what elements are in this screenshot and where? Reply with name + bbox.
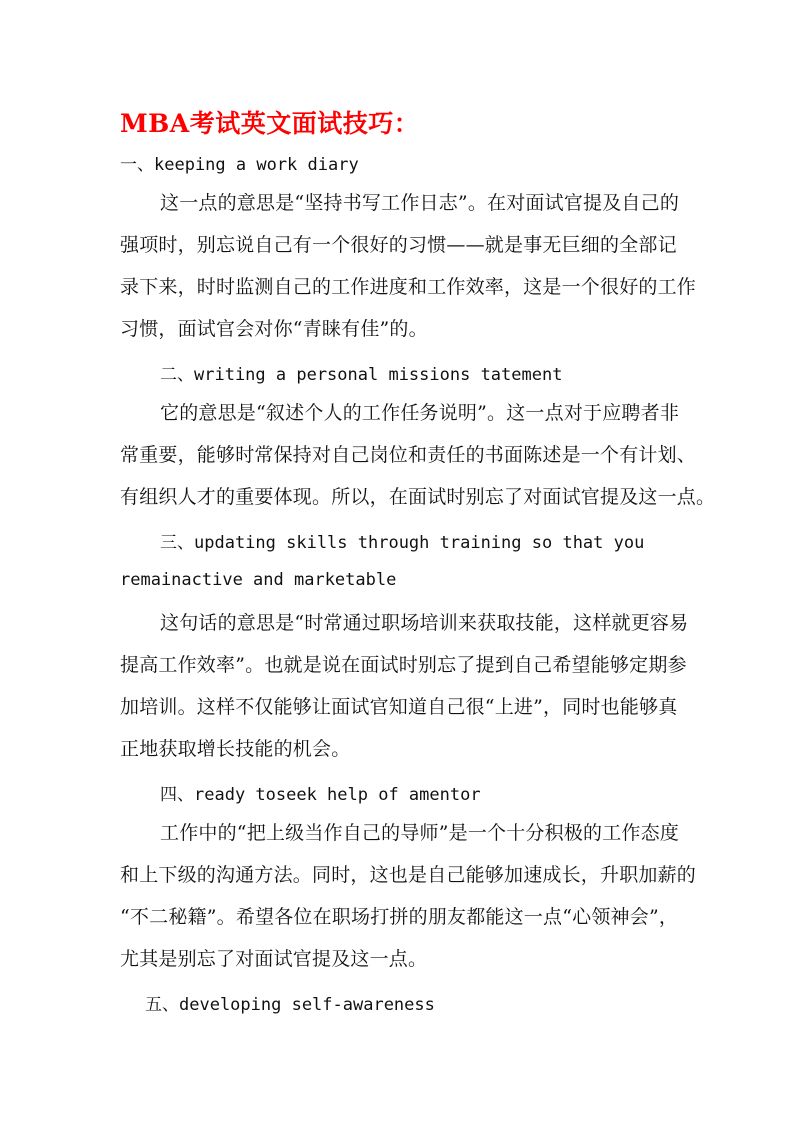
paragraph-line: 常重要，能够时常保持对自己岗位和责任的书面陈述是一个有计划、 [120, 444, 697, 466]
paragraph-line: 有组织人才的重要体现。所以，在面试时别忘了对面试官提及这一点。 [120, 486, 716, 508]
document-title: MBA考试英文面试技巧： [120, 109, 420, 138]
paragraph-line: 它的意思是“叙述个人的工作任务说明”。这一点对于应聘者非 [160, 402, 680, 424]
section-heading: 三、updating skills through training so that you [160, 533, 645, 553]
section-heading: 四、ready toseek help of amentor [160, 785, 481, 805]
paragraph-line: 尤其是别忘了对面试官提及这一点。 [120, 948, 428, 970]
section-heading: 五、developing self-awareness [145, 995, 435, 1015]
paragraph-line: 提高工作效率”。也就是说在面试时别忘了提到自己希望能够定期参 [120, 654, 687, 676]
paragraph-line: 习惯，面试官会对你“青睐有佳”的。 [120, 318, 428, 340]
paragraph-line: 正地获取增长技能的机会。 [120, 738, 351, 760]
section-heading: 二、writing a personal missions tatement [160, 365, 563, 385]
paragraph-line: 这句话的意思是“时常通过职场培训来获取技能，这样就更容易 [160, 612, 689, 634]
section-heading: 一、keeping a work diary [120, 155, 359, 175]
paragraph-line: 这一点的意思是“坚持书写工作日志”。在对面试官提及自己的 [160, 192, 680, 214]
paragraph-line: 录下来，时时监测自己的工作进度和工作效率，这是一个很好的工作 [120, 276, 697, 298]
paragraph-line: 强项时，别忘说自己有一个很好的习惯——就是事无巨细的全部记 [120, 234, 677, 256]
paragraph-line: 和上下级的沟通方法。同时，这也是自己能够加速成长，升职加薪的 [120, 864, 697, 886]
paragraph-line: 工作中的“把上级当作自己的导师”是一个十分积极的工作态度 [160, 822, 680, 844]
paragraph-line: 加培训。这样不仅能够让面试官知道自己很“上进”，同时也能够真 [120, 696, 678, 718]
section-heading-continued: remainactive and marketable [120, 570, 397, 590]
paragraph-line: “不二秘籍”。希望各位在职场打拼的朋友都能这一点“心领神会”， [120, 906, 679, 928]
